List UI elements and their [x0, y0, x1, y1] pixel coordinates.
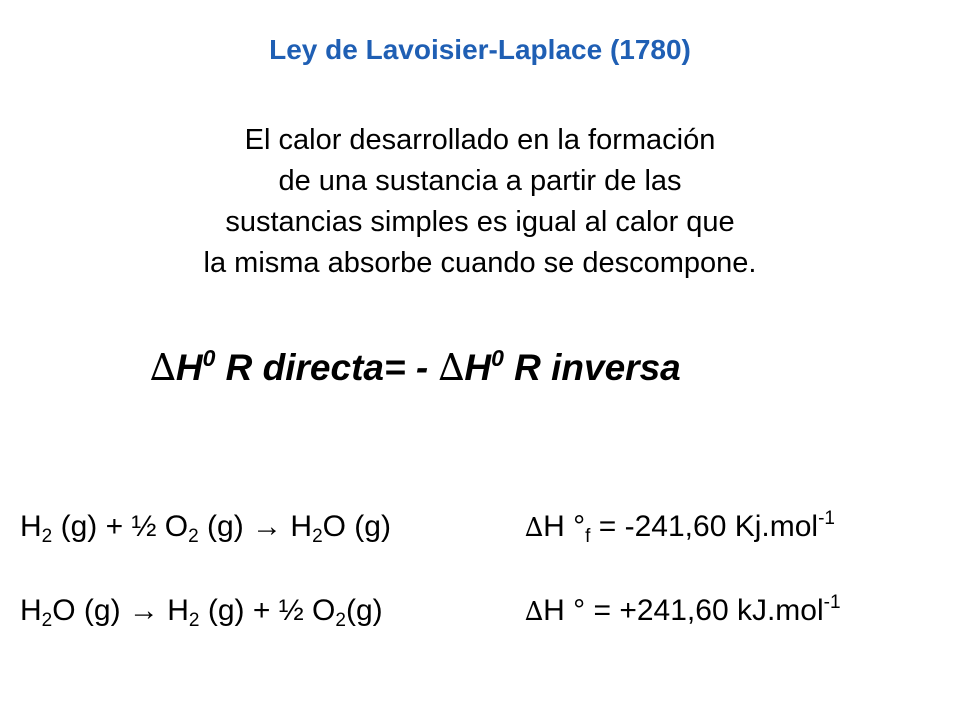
- statement-line: El calor desarrollado en la formación: [244, 124, 716, 156]
- standard-superscript: 0: [202, 345, 216, 371]
- formation-reaction: [20, 505, 391, 549]
- enthalpy-symbol: H: [543, 594, 574, 627]
- subscript: f: [585, 526, 591, 547]
- reaction-text: H: [20, 594, 42, 627]
- statement-line: sustancias simples es igual al calor que: [225, 206, 735, 238]
- superscript: -1: [823, 592, 841, 613]
- standard-superscript: 0: [491, 345, 504, 371]
- law-statement: [0, 120, 960, 284]
- enthalpy-relation-equation: [150, 342, 681, 394]
- subscript: 2: [188, 610, 200, 631]
- enthalpy-symbol: H: [543, 510, 574, 543]
- reaction-text: H: [20, 510, 42, 543]
- decomposition-enthalpy: [525, 589, 841, 634]
- direct-reaction-text: R directa= -: [215, 347, 439, 388]
- delta-symbol: ∆: [150, 346, 176, 389]
- degree-symbol: °: [573, 510, 586, 543]
- formation-enthalpy: [525, 505, 835, 550]
- subscript: 2: [188, 526, 199, 547]
- degree-symbol: °: [573, 594, 586, 627]
- reaction-text: O (g): [322, 510, 391, 543]
- reaction-text: O (g) → H: [52, 594, 189, 627]
- enthalpy-value: = -241,60 Kj.mol: [590, 510, 819, 543]
- subscript: 2: [312, 526, 323, 547]
- reaction-text: (g): [345, 594, 383, 627]
- statement-line: de una sustancia a partir de las: [278, 165, 682, 197]
- delta-symbol: ∆: [525, 597, 544, 627]
- subscript: 2: [335, 610, 346, 631]
- delta-symbol: ∆: [438, 346, 465, 389]
- subscript: 2: [41, 526, 53, 547]
- enthalpy-value: = +241,60 kJ.mol: [585, 594, 824, 627]
- inverse-reaction-text: R inversa: [503, 347, 681, 388]
- enthalpy-symbol: H: [175, 347, 203, 388]
- reaction-text: (g) → H: [198, 510, 313, 543]
- statement-line: la misma absorbe cuando se descompone.: [203, 247, 757, 279]
- decomposition-reaction: [20, 589, 383, 633]
- delta-symbol: ∆: [525, 513, 544, 543]
- reaction-text: (g) + ½ O: [199, 594, 336, 627]
- enthalpy-symbol: H: [464, 347, 492, 388]
- reaction-text: (g) + ½ O: [52, 510, 189, 543]
- slide-title: Ley de Lavoisier-Laplace (1780): [269, 34, 691, 65]
- superscript: -1: [818, 508, 835, 529]
- subscript: 2: [41, 610, 53, 631]
